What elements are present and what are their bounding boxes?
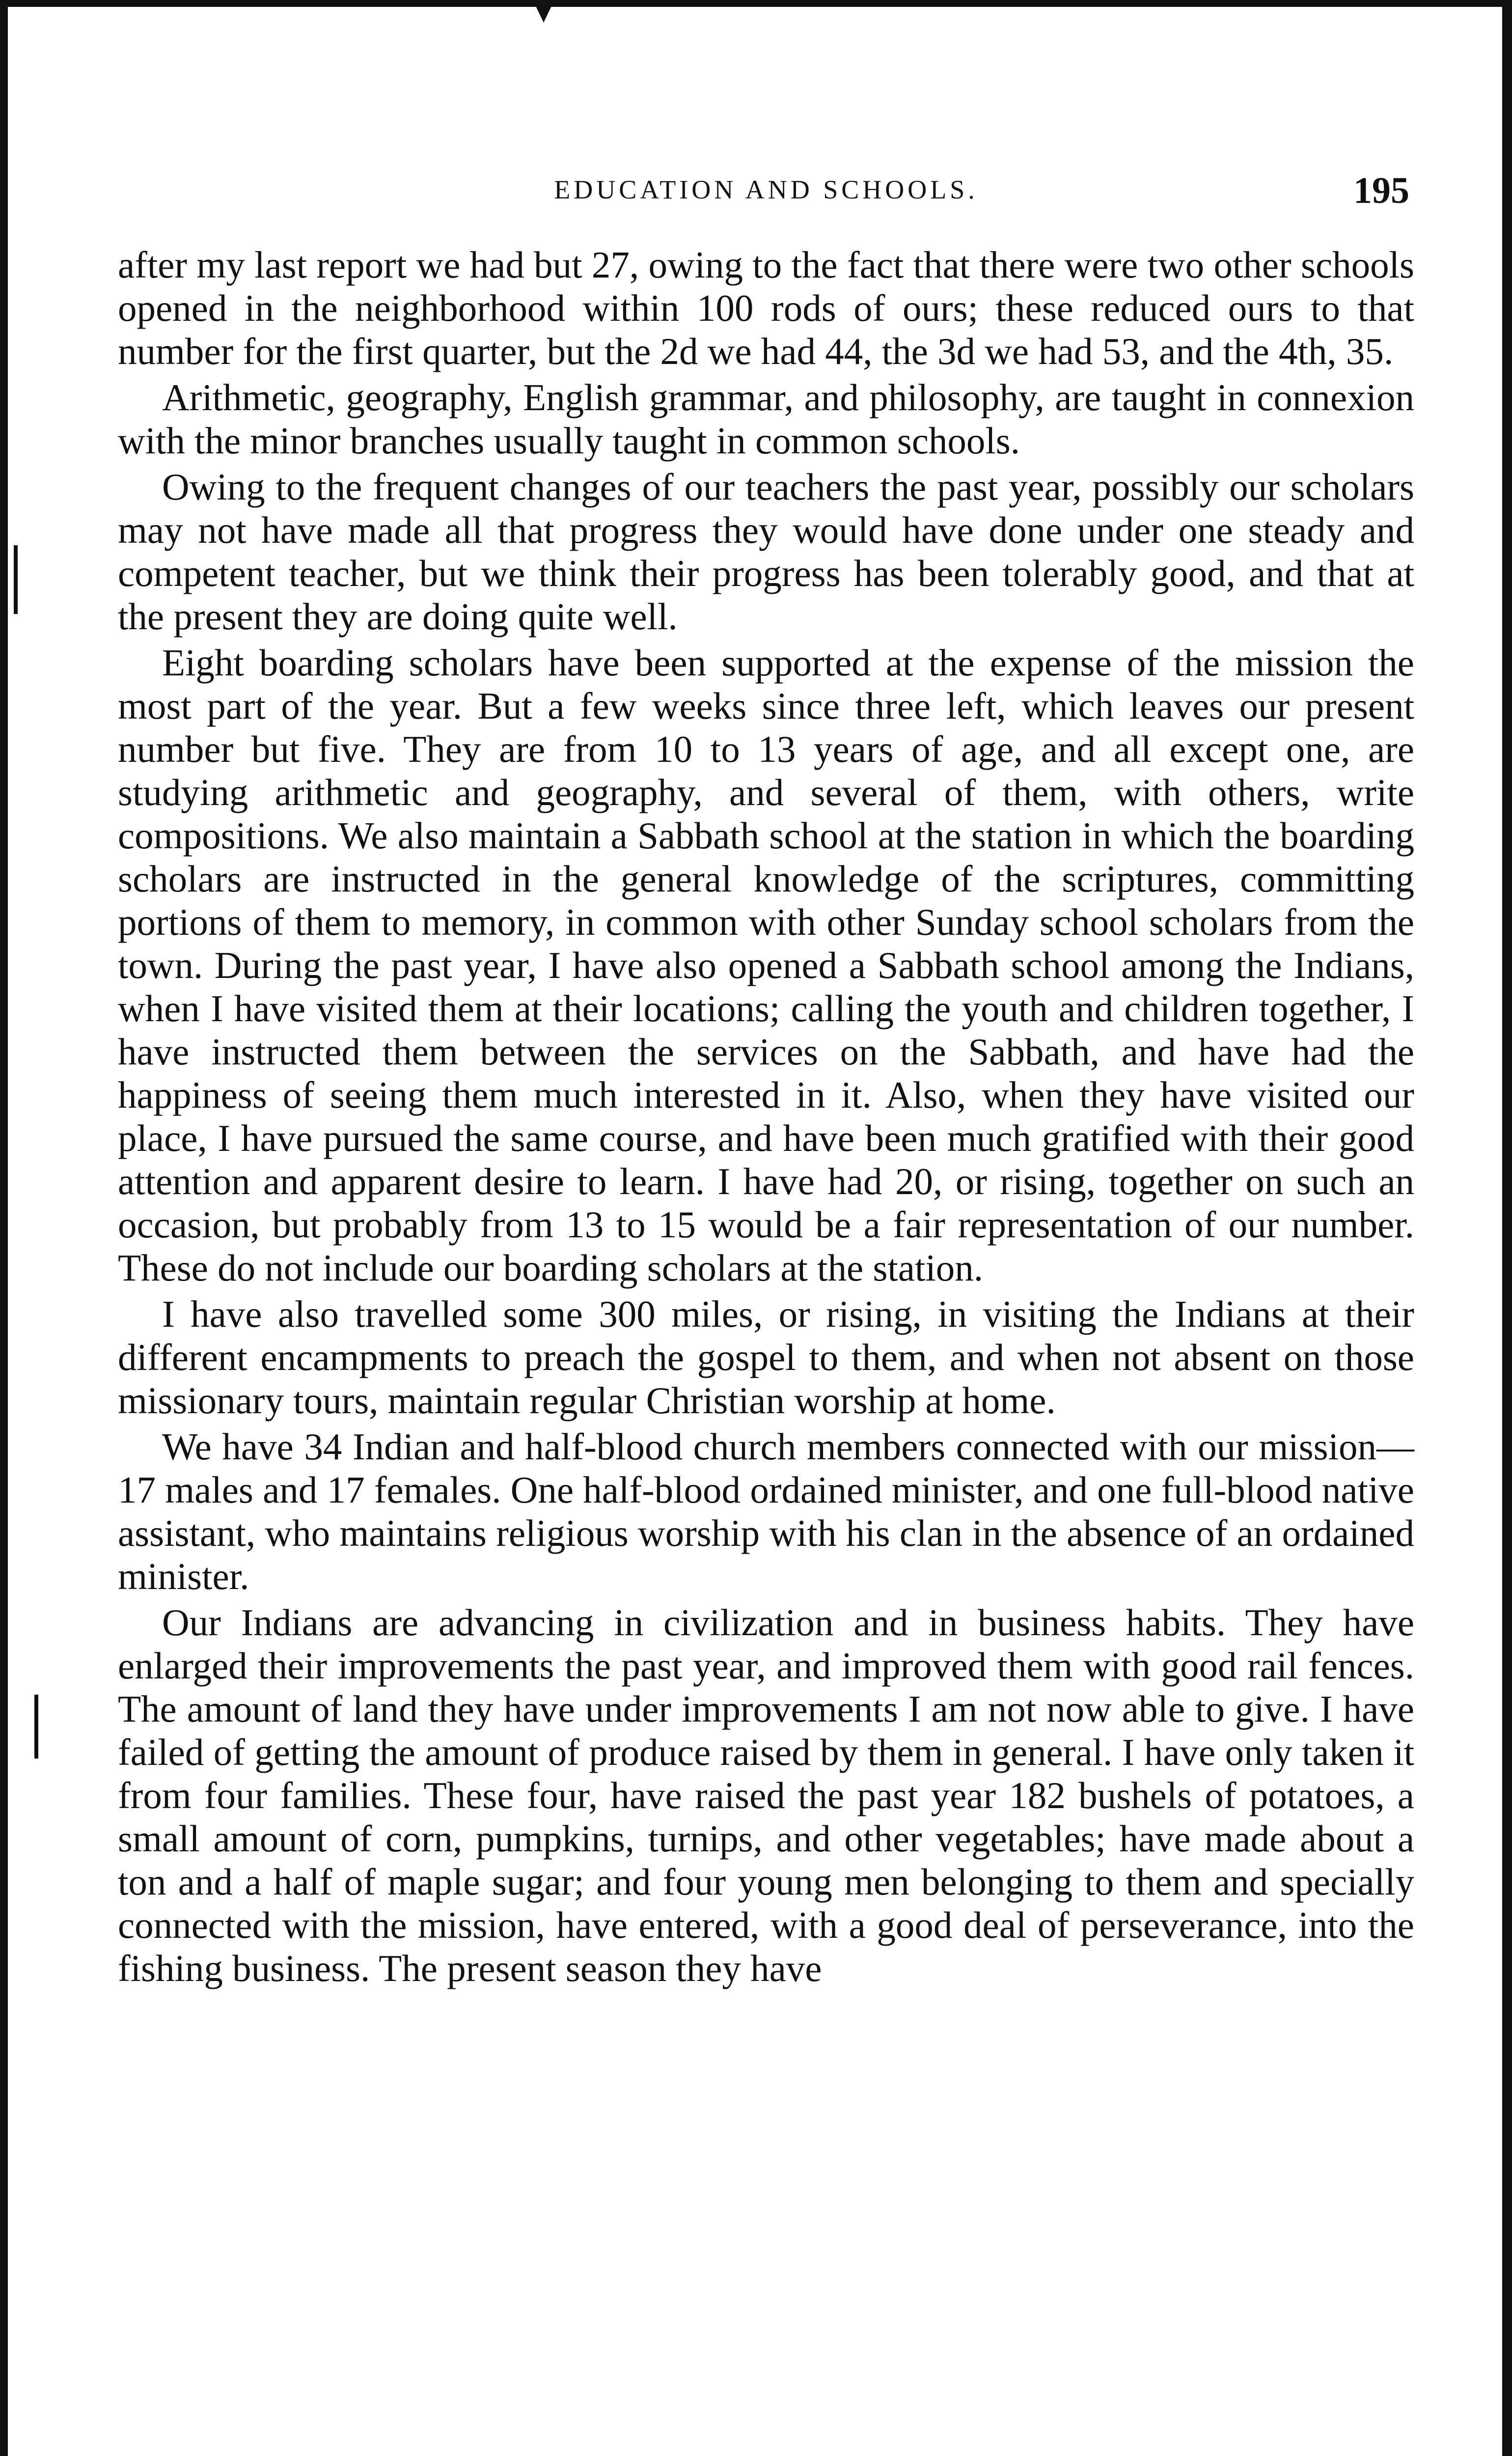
running-head <box>118 169 1414 214</box>
scan-top-edge <box>0 0 1512 7</box>
margin-mark <box>34 1695 38 1758</box>
scan-left-edge <box>0 0 8 2456</box>
paragraph: Arithmetic, geography, English grammar, and philosophy, are taught in connexion with the minor branches usually taught in common schools. <box>118 376 1414 462</box>
paragraph: Owing to the frequent changes of our teachers the past year, possibly our scholars may not have made all that progress they would have done under one steady and competent teacher, but we think their progress has been tolerably good, and that at the present they are doing quite well. <box>118 466 1414 638</box>
binding-notch-mark <box>533 0 554 23</box>
running-title: EDUCATION AND SCHOOLS. <box>554 175 978 204</box>
paragraph: Eight boarding scholars have been supported at the expense of the mission the most part of the year. But a few weeks since three left, which leaves our present number but five. They are from 10 to 13 years of age, and all except one, are studying arithmetic and geography, and several of them, with others, write compositions. We also maintain a Sabbath school at the station in which the boarding scholars are instructed in the general knowledge of the scriptures, committing portions of them to memory, in common with other Sunday school scholars from the town. During the past year, I have also opened a Sabbath school among the Indians, when I have visited them at their locations; calling the youth and children together, I have instructed them between the services on the Sabbath, and have had the happiness of seeing them much interested in it. Also, when they have visited our place, I have pursued the same course, and have been much gratified with their good attention and apparent desire to learn. I have had 20, or rising, together on such an occasion, but probably from 13 to 15 would be a fair representation of our number. These do not include our boarding scholars at the station. <box>118 642 1414 1289</box>
page-number: 195 <box>1353 170 1409 211</box>
body-text <box>118 243 1414 1990</box>
paragraph-continued: after my last report we had but 27, owing to the fact that there were two other schools opened in the neighborhood within 100 rods of ours; these reduced ours to that number for the first quarter, but the 2d we had 44, the 3d we had 53, and the 4th, 35. <box>118 244 1414 372</box>
paragraph: Our Indians are advancing in civilization and in business habits. They have enlarged their improvements the past year, and improved them with good rail fences. The amount of land they have under improvements I am not now able to give. I have failed of getting the amount of produce raised by them in general. I have only taken it from four families. These four, have raised the past year 182 bushels of potatoes, a small amount of corn, pumpkins, turnips, and other vegetables; have made about a ton and a half of maple sugar; and four young men belonging to them and specially connected with the mission, have entered, with a good deal of perseverance, into the fishing business. The present season they have <box>118 1601 1414 1989</box>
scan-right-edge <box>1502 0 1512 2456</box>
margin-mark <box>14 545 18 614</box>
paragraph: I have also travelled some 300 miles, or rising, in visiting the Indians at their different encampments to preach the gospel to them, and when not absent on those missionary tours, maintain regular Christian worship at home. <box>118 1293 1414 1422</box>
paragraph: We have 34 Indian and half-blood church members connected with our mission—17 males and 17 females. One half-blood ordained minister, and one full-blood native assistant, who maintains religious worship with his clan in the absence of an ordained minister. <box>118 1425 1414 1597</box>
